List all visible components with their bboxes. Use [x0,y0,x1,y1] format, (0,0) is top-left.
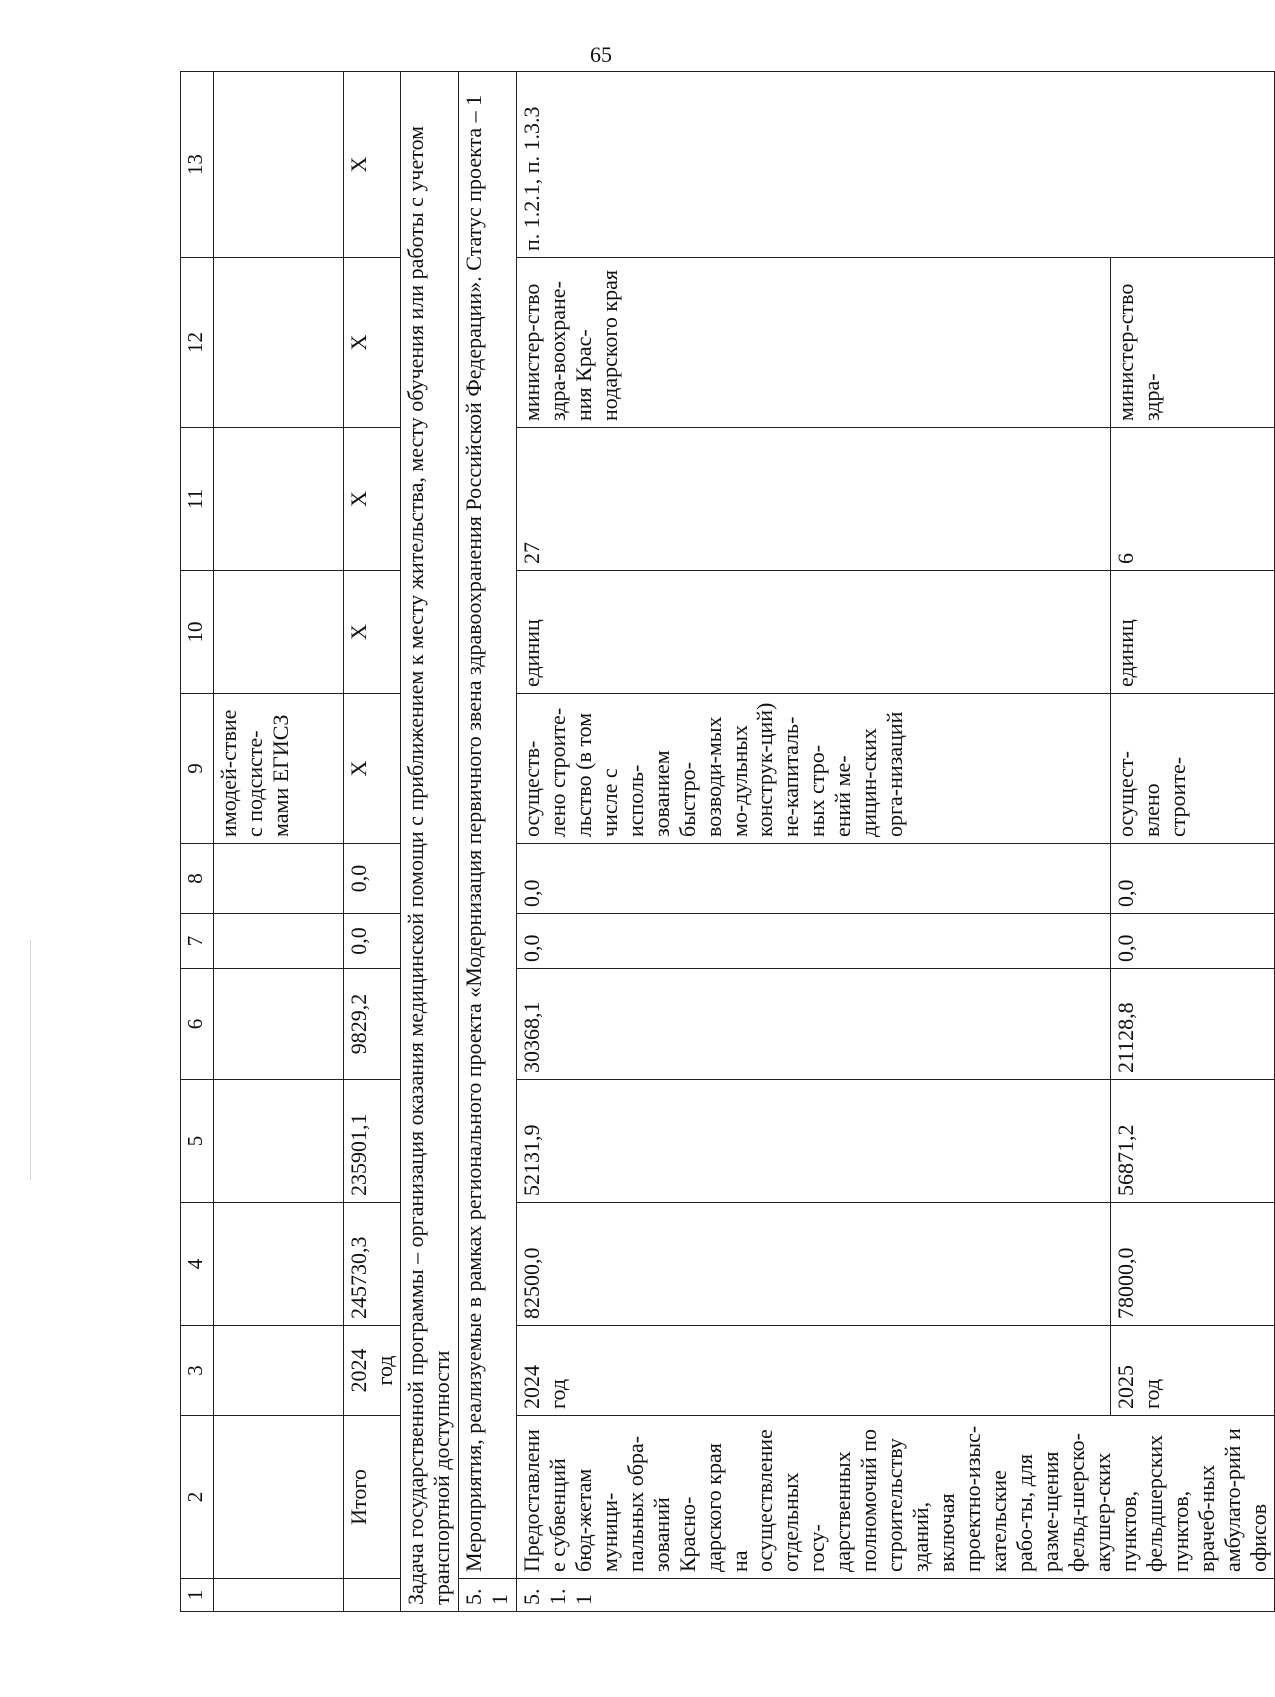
header-col-13: 13 [181,72,214,258]
item-2024-col-9: осуществ-лено строите-льство (в том числе с исполь-зованием быстро-возводи-мых мо-дульных конструк-ций) не-капиталь-ных стро-ений ме-дицин-ских орга-низаций [516,694,1110,844]
total-row [344,72,401,1612]
header-col-1: 1 [181,1579,214,1612]
header-col-7: 7 [181,914,214,969]
item-2025-col-10: единиц [1111,571,1274,694]
item-2025-col-7: 0,0 [1111,914,1274,969]
header-col-3: 3 [181,1326,214,1416]
item-2024-col-4: 82500,0 [516,1203,1110,1326]
task-text: Задача государственной программы – организация оказания медицинской помощи с приближением к месту жительства, месту обучения или работы с учетом транспортной доступности [400,72,458,1612]
total-col-7: 0,0 [344,914,401,969]
item-2024-col-8: 0,0 [516,844,1110,914]
header-col-6: 6 [181,969,214,1080]
item-2025-col-6: 21128,8 [1111,969,1274,1080]
section-text: Мероприятия, реализуемые в рамках регионального проекта «Модернизация первичного звена здравоохранения Российской Федерации». Статус проекта – 1 [458,72,516,1579]
continuation-row [214,72,344,1612]
item-2024-col-5: 52131,9 [516,1080,1110,1203]
cont-cell-8 [214,844,344,914]
item-2024-year: 2024 год [516,1326,1110,1416]
item-2024-col-10: единиц [516,571,1110,694]
total-col-10: X [344,571,401,694]
scan-artifact-line [30,940,31,1180]
total-col-5: 235901,1 [344,1080,401,1203]
total-col-4: 245730,3 [344,1203,401,1326]
item-2024-col-12: министер-ство здра-воохране-ния Крас-нодарского края [516,258,1110,428]
section-row [458,72,516,1612]
total-cell-1 [344,1579,401,1612]
item-2024-col-6: 30368,1 [516,969,1110,1080]
header-col-2: 2 [181,1416,214,1579]
total-col-8: 0,0 [344,844,401,914]
total-col-6: 9829,2 [344,969,401,1080]
header-col-10: 10 [181,571,214,694]
header-col-5: 5 [181,1080,214,1203]
item-2025-col-9: осущест-влено строите- [1111,694,1274,844]
item-description: Предоставление субвенций бюд-жетам муници-пальных обра-зований Красно-дарского края на осуществление отдельных госу-дарственных полномочий по строительству зданий, включая проектно-изыс-кательские рабо-ты, для разме-щения фельд-шерско-акушер-ских пунктов, фельдшерских пунктов, врачеб-ных амбулато-рий и офисов [516,1416,1274,1579]
section-number: 5.1 [458,1579,516,1612]
item-number: 5.1.1 [516,1579,1274,1612]
header-col-9: 9 [181,694,214,844]
header-row [181,72,214,1612]
cont-cell-9: имодей-ствие с подсисте-мами ЕГИСЗ [214,694,344,844]
cont-cell-1 [214,1579,344,1612]
item-2025-col-5: 56871,2 [1111,1080,1274,1203]
item-2024-col-11: 27 [516,428,1110,571]
item-2024-col-7: 0,0 [516,914,1110,969]
page-number: 65 [590,42,612,67]
cont-cell-3 [214,1326,344,1416]
cont-cell-6 [214,969,344,1080]
cont-cell-7 [214,914,344,969]
total-col-12: X [344,258,401,428]
cont-cell-5 [214,1080,344,1203]
cont-cell-12 [214,258,344,428]
item-2025-year: 2025 год [1111,1326,1274,1416]
item-row-2025 [1111,72,1274,1612]
header-col-8: 8 [181,844,214,914]
item-col-13: п. 1.2.1, п. 1.3.3 [516,72,1274,258]
cont-cell-2 [214,1416,344,1579]
header-col-4: 4 [181,1203,214,1326]
cont-cell-4 [214,1203,344,1326]
item-2025-col-4: 78000,0 [1111,1203,1274,1326]
rotated-table-wrapper [180,72,1271,1612]
task-row [400,72,458,1612]
header-col-11: 11 [181,428,214,571]
total-col-11: X [344,428,401,571]
total-year: 2024 год [344,1326,401,1416]
total-label: Итого [344,1416,401,1579]
total-col-9: X [344,694,401,844]
funding-table [180,71,1275,1612]
cont-cell-10 [214,571,344,694]
item-2025-col-11: 6 [1111,428,1274,571]
header-col-12: 12 [181,258,214,428]
item-2025-col-12: министер-ство здра- [1111,258,1274,428]
item-row-2024 [516,72,1110,1612]
cont-cell-13 [214,72,344,258]
item-2025-col-8: 0,0 [1111,844,1274,914]
cont-cell-11 [214,428,344,571]
total-col-13: X [344,72,401,258]
